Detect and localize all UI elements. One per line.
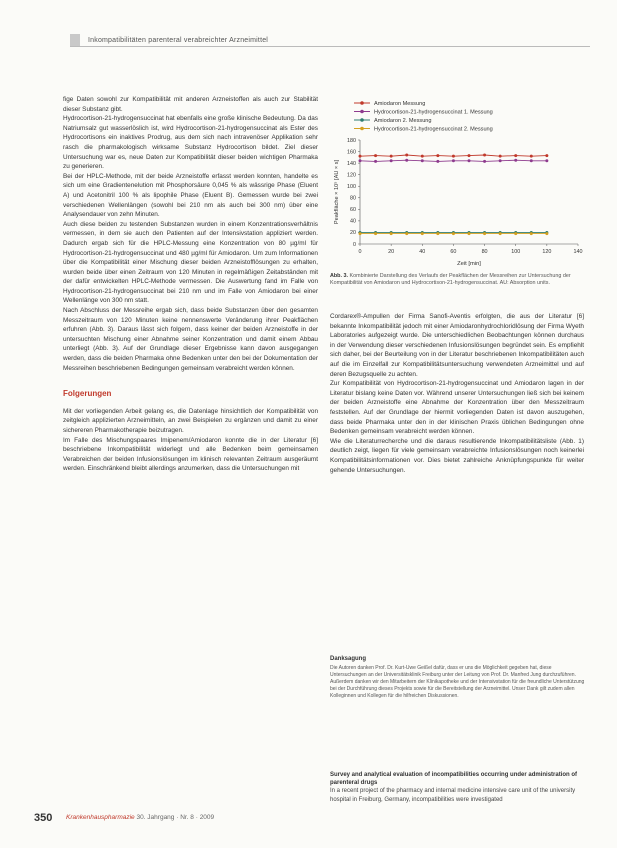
paragraph: Cordarex®-Ampullen der Firma Sanofi-Aventis erfolgten, die aus der Literatur [6] bekannte Inkompatibilität jedoch mit einer Amiodaronhydrochloridlösung der Firma Wyeth Laboratories aufgezeigt wurde. Die unterschiedlichen Beobachtungen können durchaus in der Verwendung dieser verschiedenen Infusionslösungen begründet sein. Es empfiehlt sich daher, bei der Beurteilung von in der Literatur beschriebenen Inkompatibilitäten auch auf die im Einzelfall zur Kompatibilitätsuntersuchung verwendeten Arzneimittel und auf deren Bezugsquelle zu achten.	[330, 313, 584, 378]
data-point	[374, 232, 377, 235]
data-point	[390, 159, 393, 162]
x-tick-label: 80	[481, 249, 488, 255]
y-tick-label: 120	[347, 172, 356, 179]
left-column	[63, 95, 318, 474]
legend-marker	[360, 101, 364, 105]
paragraph: Bei der HPLC-Methode, mit der beide Arzneistoffe erfasst werden konnten, handelte es sich um eine Gradientenelution mit Phosphorsäure 0,045 % als wässrige Phase (Eluent A) und Acetonitril 100 % als lipophile Phase (Eluent B). Gemessen wurde bei zwei verschiedenen Wellenlängen (sowohl bei 210 nm als auch bei 300 nm) über eine Analysendauer von zehn Minuten.	[63, 172, 318, 219]
figure-caption	[330, 273, 585, 287]
legend-entry: Hydrocortison-21-hydrogensuccinat 2. Messung	[374, 126, 493, 133]
data-point	[499, 155, 502, 158]
data-point	[436, 160, 439, 163]
paragraph: Wie die Literaturrecherche und die daraus resultierende Inkompatibilitätsliste (Abb. 1) deutlich zeigt, liegen für viele gemeinsam verabreichte Infusionslösungen noch keinerlei Kompatibilitätsinformationen vor. Dies bietet zahlreiche Anknüpfungspunkte für weiter gehende Untersuchungen.	[330, 437, 584, 474]
data-point	[514, 232, 517, 235]
data-point	[545, 154, 548, 157]
legend-entry: Amiodaron Messung	[374, 101, 426, 107]
acknowledgment-heading: Danksagung	[330, 656, 367, 662]
y-tick-label: 180	[347, 137, 356, 144]
data-point	[530, 232, 533, 235]
paragraph: Nach Abschluss der Messreihe ergab sich, dass beide Substanzen über den gesamten Messzeitraum von 120 Minuten keine nennenswerte Veränderung ihrer Peakflächen erfuhren (Abb. 3). Daraus lässt sich folgern, dass keiner der beiden Arzneistoffe in der untersuchten Mischung einer Abnahme seiner Konzentration und damit einem Abbau unterliegt (Abb. 3). Auf der Grundlage dieser Ergebnisse kann davon ausgegangen werden, dass die beiden Pharmaka ohne Bedenken unter den bei der Dokumentation der Messreihen beschriebenen Bedingungen gemeinsam verabreicht werden können.	[63, 307, 318, 372]
page-number: 350	[34, 812, 53, 824]
y-axis-label: Peakfläche × 10⁵ [AU × s]	[334, 159, 340, 225]
data-point	[359, 155, 362, 158]
acknowledgment-text: Die Autoren danken Prof. Dr. Kurt-Uwe Geißel dafür, dass er uns die Möglichkeit gegeben hat, diese Untersuchungen an der Universitätsklinik Freiburg unter der Leitung von Prof. Dr. Manfred Jung durchzuführen. Außerdem danken wir den Mitarbeitern der Klinikapotheke und der Intensivstation für die freundliche Unterstützung bei der Durchführung dieses Projekts sowie für die Bereitstellung der Arzneimittel. Unser Dank gilt zudem allen Kolleginnen und Kollegen für die hilfreichen Diskussionen.	[330, 665, 585, 699]
data-point	[452, 232, 455, 235]
data-point	[405, 232, 408, 235]
y-tick-label: 100	[347, 184, 356, 191]
data-point	[545, 232, 548, 235]
header-tab-marker	[70, 34, 80, 46]
x-tick-label: 0	[358, 249, 362, 255]
english-abstract	[330, 771, 585, 804]
data-point	[359, 232, 362, 235]
data-point	[499, 232, 502, 235]
data-point	[421, 155, 424, 158]
data-point	[405, 154, 408, 157]
x-tick-label: 100	[511, 249, 521, 255]
data-point	[545, 159, 548, 162]
running-header: Inkompatibilitäten parenteral verabreichter Arzneimittel	[88, 37, 269, 44]
data-point	[483, 160, 486, 163]
data-point	[452, 155, 455, 158]
paragraph: Hydrocortison-21-hydrogensuccinat hat ebenfalls eine große klinische Bedeutung. Da das Natriumsalz gut wasserlöslich ist, wird Hydrocortison-21-hydrogensuccinat als Ester des Hydrocortisons ein inaktives Prodrug, aus dem sich nach intravenöser Applikation sehr rasch die pharmakologisch wirksame Substanz Hydrocortison bildet. Ziel dieser Untersuchung war es, neue Daten zur Kompatibilität dieser beiden wichtigen Pharmaka zu generieren.	[63, 115, 318, 171]
data-point	[514, 159, 517, 162]
legend-marker	[360, 110, 364, 114]
data-point	[483, 154, 486, 157]
y-tick-label: 140	[347, 160, 356, 167]
legend-marker	[360, 118, 364, 122]
figure-chart	[326, 96, 588, 274]
data-point	[468, 154, 471, 157]
data-point	[390, 155, 393, 158]
x-tick-label: 40	[419, 249, 426, 255]
x-tick-label: 60	[450, 249, 457, 255]
data-point	[468, 232, 471, 235]
legend-entry: Amiodaron 2. Messung	[374, 118, 432, 124]
header-rule	[70, 46, 590, 47]
y-tick-label: 80	[350, 195, 356, 202]
journal-issue: 30. Jahrgang · Nr. 8 · 2009	[136, 814, 215, 821]
paragraph: Mit der vorliegenden Arbeit gelang es, die Datenlage hinsichtlich der Kompatibilität von zeitgleich applizierten Arzneimitteln, an zwei Beispielen zu ergänzen und damit zu einer sichereren Pharmakotherapie beizutragen.	[63, 407, 318, 434]
legend-entry: Hydrocortison-21-hydrogensuccinat 1. Messung	[374, 109, 493, 116]
data-point	[452, 159, 455, 162]
caption-text: Kombinierte Darstellung des Verlaufs der Peakflächen der Messreihen zur Untersuchung der Kompatibilität von Amiodaron und Hydrocortison-21-hydrogensuccinat. AU: Absorption units.	[330, 273, 571, 287]
legend-marker	[360, 127, 364, 131]
y-tick-label: 60	[350, 207, 356, 214]
data-point	[468, 159, 471, 162]
data-point	[390, 232, 393, 235]
acknowledgment	[330, 656, 585, 700]
data-point	[421, 159, 424, 162]
section-heading: Folgerungen	[63, 389, 112, 399]
paragraph: Auch diese beiden zu testenden Substanzen wurden in einem Konzentrationsverhältnis vermessen, in dem sie auch den Patienten auf der Intensivstation appliziert werden. Dadurch ergab sich für die HPLC-Messung eine Konzentration von 80 µg/ml für Hydrocortison-21-hydrogensuccinat und 480 µg/ml für Amiodaron. Um zum Informationen über die Kompatibilität einer Mischung dieser beiden Arzneistofflösungen zu erhalten, wurden beide über einen Zeitraum von 120 Minuten in regelmäßigen Zeitabständen mit der dafür entwickelten HPLC-Methode vermessen. Die Auswertung fand im Falle von Hydrocortison-21-hydrogensuccinat bei 210 nm und im Falle von Amiodaron bei einer Wellenlänge von 300 nm statt.	[63, 220, 318, 305]
data-point	[514, 154, 517, 157]
data-point	[436, 154, 439, 157]
data-point	[374, 160, 377, 163]
data-point	[483, 232, 486, 235]
data-point	[359, 159, 362, 162]
y-tick-label: 20	[350, 230, 356, 237]
data-point	[499, 159, 502, 162]
paragraph: fige Daten sowohl zur Kompatibilität mit anderen Arzneistoffen als auch zur Stabilität dieser Substanz gibt.	[63, 96, 318, 113]
data-point	[374, 154, 377, 157]
data-point	[405, 159, 408, 162]
x-tick-label: 140	[573, 249, 583, 255]
paragraph: Zur Kompatibilität von Hydrocortison-21-hydrogensuccinat und Amiodaron lagen in der Literatur bislang keine Daten vor. Während unserer Untersuchungen ließ sich bei keinem der beiden Arzneistoffe eine Abnahme der Konzentration über den Messzeitraum feststellen. Auf der Grundlage der hiermit vorliegenden Daten ist davon auszugehen, dass beide Pharmaka unter den in der klinischen Praxis üblichen Bedingungen ohne Bedenken gemeinsam verabreicht werden können.	[330, 380, 584, 436]
x-tick-label: 20	[388, 249, 395, 255]
data-point	[530, 159, 533, 162]
y-tick-label: 160	[347, 149, 356, 156]
data-point	[421, 232, 424, 235]
x-axis-label: Zeit [min]	[457, 261, 481, 267]
data-point	[436, 232, 439, 235]
y-tick-label: 0	[353, 241, 356, 248]
journal-name: Krankenhauspharmazie	[66, 814, 135, 821]
abstract-text: In a recent project of the pharmacy and internal medicine intensive care unit of the university hospital in Freiburg, Germany, incompatibilities were investigated	[330, 788, 576, 803]
x-tick-label: 120	[542, 249, 552, 255]
caption-label: Abb. 3.	[330, 273, 348, 279]
right-column	[330, 312, 584, 475]
paragraph: Im Falle des Mischungspaares Imipenem/Amiodaron konnte die in der Literatur [6] beschriebene Inkompatibilität widerlegt und alle Bedenken beim gemeinsamen Verabreichen der beiden Infusionslösungen im klinisch relevanten Zeitraum ausgeräumt werden. Einschränkend bleibt allerdings anzumerken, dass die Untersuchungen mit	[63, 436, 318, 473]
data-point	[530, 155, 533, 158]
y-tick-label: 40	[350, 218, 356, 225]
footer-journal	[66, 814, 214, 821]
abstract-title: Survey and analytical evaluation of incompatibilities occurring under administration of parenteral drugs	[330, 772, 578, 787]
